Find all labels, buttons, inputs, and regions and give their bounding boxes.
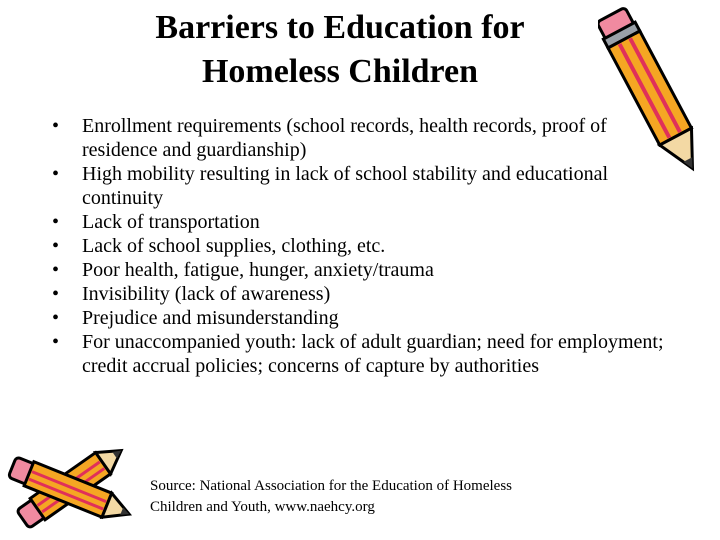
bullet-text: For unaccompanied youth: lack of adult guardian; need for employment; credit accrual policies; concerns of capture by authorities (82, 331, 664, 377)
bullet-text: Lack of transportation (82, 211, 260, 233)
list-item (52, 258, 672, 282)
bullet-dot: • (52, 283, 60, 305)
bullet-text: High mobility resulting in lack of school stability and educational continuity (82, 163, 609, 209)
list-item (52, 282, 672, 306)
source-line-1: Source: National Association for the Education of Homeless (150, 478, 512, 494)
slide-title (80, 6, 600, 94)
bullet-dot: • (52, 331, 60, 353)
list-item (52, 234, 672, 258)
bullet-text: Invisibility (lack of awareness) (82, 283, 331, 305)
source-citation (150, 476, 620, 518)
bullet-list (52, 114, 672, 378)
bullet-text: Enrollment requirements (school records, health records, proof of residence and guardianship) (82, 115, 607, 161)
title-line-1: Barriers to Education for (155, 9, 525, 46)
bullet-dot: • (52, 259, 60, 281)
list-item (52, 114, 672, 162)
bullet-dot: • (52, 235, 60, 257)
bullet-dot: • (52, 163, 60, 185)
list-item (52, 306, 672, 330)
list-item (52, 210, 672, 234)
pencil-icon (598, 0, 708, 185)
pencils-icon (0, 430, 145, 540)
list-item (52, 162, 672, 210)
bullet-dot: • (52, 115, 60, 137)
title-line-2: Homeless Children (201, 53, 479, 90)
bullet-text: Lack of school supplies, clothing, etc. (82, 235, 386, 257)
list-item (52, 330, 672, 378)
source-line-2: Children and Youth, www.naehcy.org (150, 499, 375, 515)
bullet-text: Prejudice and misunderstanding (82, 307, 339, 329)
bullet-text: Poor health, fatigue, hunger, anxiety/trauma (82, 259, 434, 281)
bullet-dot: • (52, 307, 60, 329)
bullet-dot: • (52, 211, 60, 233)
